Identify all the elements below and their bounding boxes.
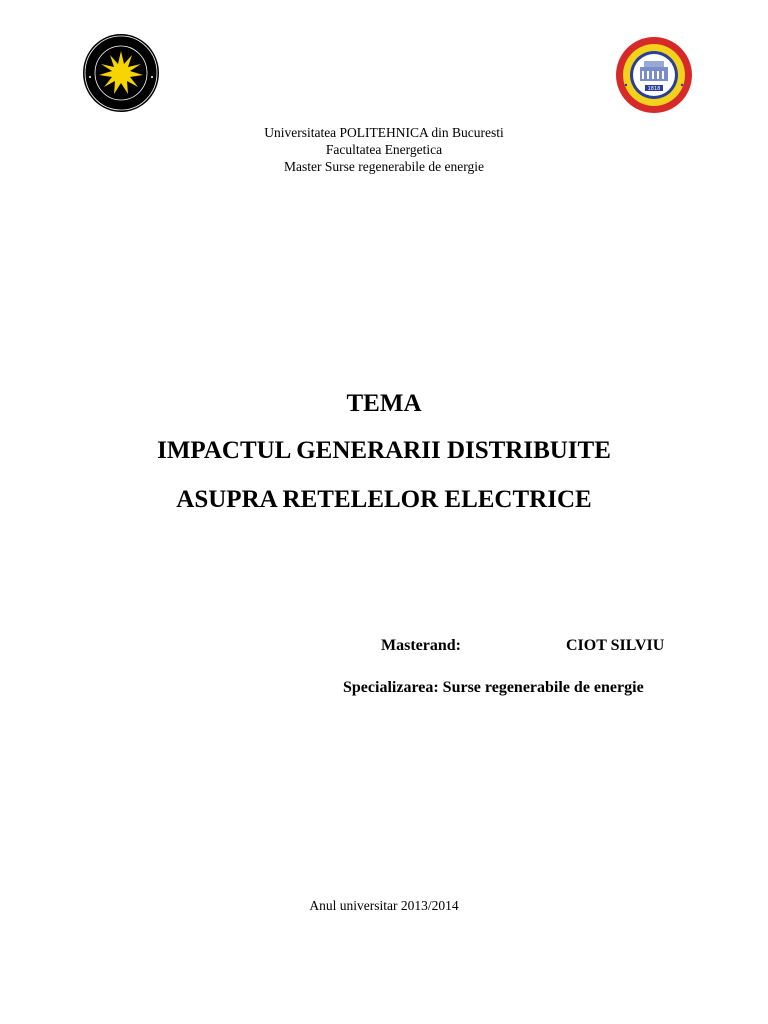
faculty-name: Facultatea Energetica [325,142,443,157]
institution-block [0,124,768,175]
thesis-title-line2: ASUPRA RETELELOR ELECTRICE [176,486,592,513]
author-label: Masterand: [381,637,461,654]
university-name: Universitatea POLITEHNICA din Bucuresti [264,125,504,140]
politehnica-logo [614,35,694,115]
faculty-energetica-logo [82,33,160,113]
author-name: CIOT SILVIU [566,637,665,654]
specialization-line: Specializarea: Surse regenerabile de energie [343,679,644,696]
academic-year: Anul universitar 2013/2014 [309,898,459,913]
program-name: Master Surse regenerabile de energie [284,159,484,174]
tema-heading: TEMA [346,390,422,417]
thesis-title-line1: IMPACTUL GENERARII DISTRIBUITE [157,437,611,464]
building-icon [640,61,668,81]
svg-text:1818: 1818 [647,86,661,92]
